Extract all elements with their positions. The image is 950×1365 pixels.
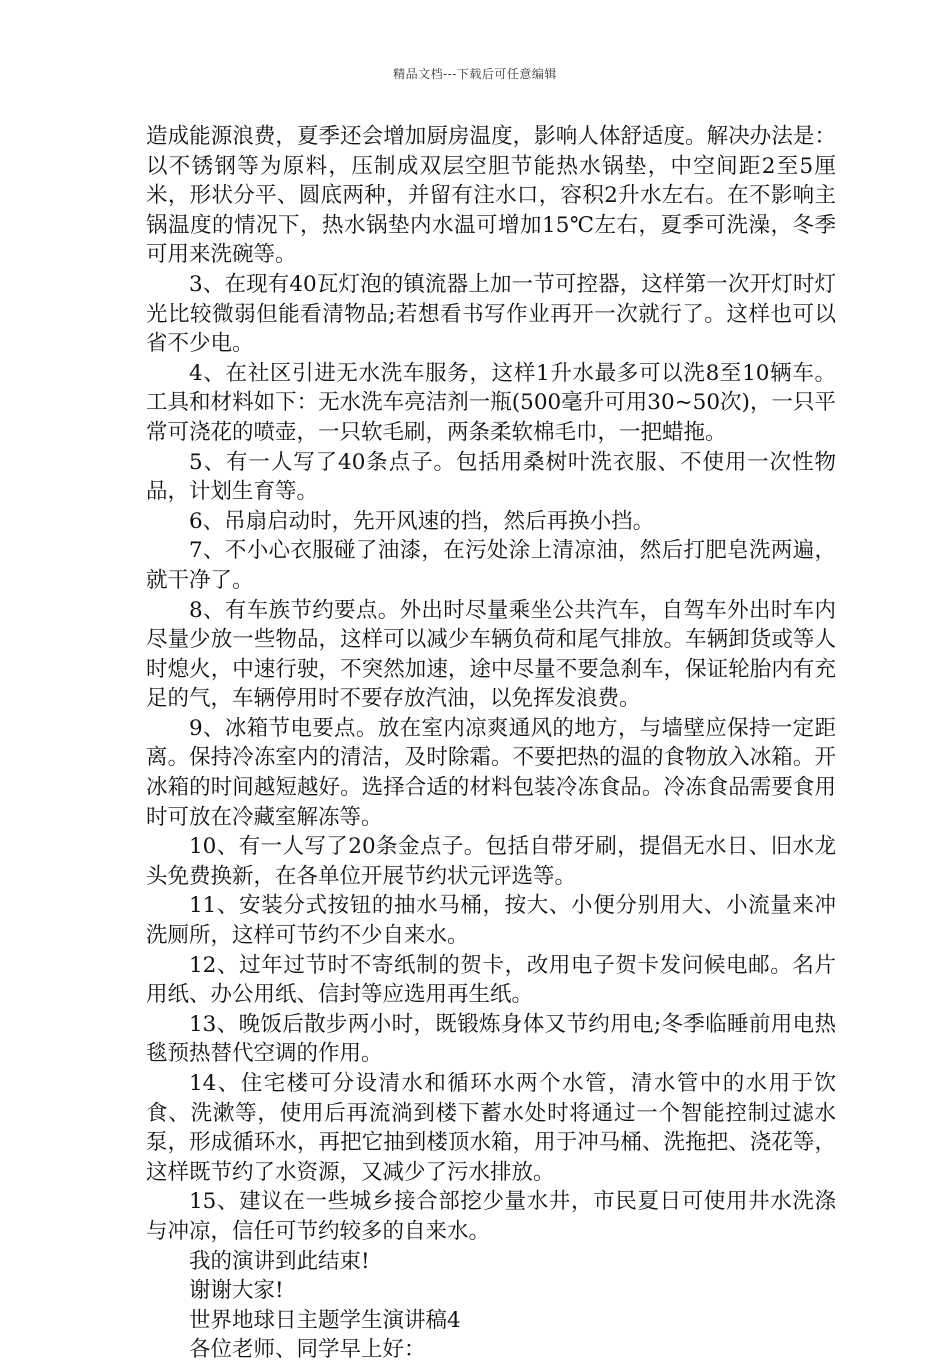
document-body — [146, 122, 836, 1365]
greeting-line: 各位老师、同学早上好： — [189, 1337, 426, 1363]
speech-title: 世界地球日主题学生演讲稿4 — [189, 1307, 461, 1333]
paragraph-item-8: 8、有车族节约要点。外出时尽量乘坐公共汽车，自驾车外出时车内尽量少放一些物品，这样可以减少车辆负荷和尾气排放。车辆卸货或等人时熄火，中速行驶，不突然加速，途中尽量不要急刹车，保证轮胎内有充足的气，车辆停用时不要存放汽油，以免挥发浪费。 — [146, 597, 836, 712]
paragraph-item-3: 3、在现有40瓦灯泡的镇流器上加一节可控器，这样第一次开灯时灯光比较微弱但能看清物品;若想看书写作业再开一次就行了。这样也可以省不少电。 — [146, 271, 836, 357]
paragraph-item-5: 5、有一人写了40条点子。包括用桑树叶洗衣服、不使用一次性物品，计划生育等。 — [146, 449, 836, 505]
paragraph-item-14: 14、住宅楼可分设清水和循环水两个水管，清水管中的水用于饮食、洗漱等，使用后再流淌到楼下蓄水处时将通过一个智能控制过滤水泵，形成循环水，再把它抽到楼顶水箱，用于冲马桶、洗拖把、浇花等，这样既节约了水资源，又减少了污水排放。 — [146, 1071, 836, 1185]
thanks-line: 谢谢大家! — [189, 1278, 284, 1304]
paragraph-item-15: 15、建议在一些城乡接合部挖少量水井，市民夏日可使用井水洗涤与冲凉，信任可节约较多的自来水。 — [146, 1189, 836, 1244]
paragraph-item-11: 11、安装分式按钮的抽水马桶，按大、小便分别用大、小流量来冲洗厕所，这样可节约不少自来水。 — [146, 893, 836, 949]
paragraph-item-10: 10、有一人写了20条金点子。包括自带牙刷，提倡无水日、旧水龙头免费换新，在各单位开展节约状元评选等。 — [146, 834, 836, 889]
closing-line: 我的演讲到此结束! — [189, 1248, 370, 1274]
paragraph-continuation: 造成能源浪费，夏季还会增加厨房温度，影响人体舒适度。解决办法是：以不锈钢等为原料，压制成双层空胆节能热水锅垫，中空间距2至5厘米，形状分平、圆底两种，并留有注水口，容积2升水左右。在不影响主锅温度的情况下，热水锅垫内水温可增加15℃左右，夏季可洗澡，冬季可用来洗碗等。 — [146, 124, 836, 268]
paragraph-item-9: 9、冰箱节电要点。放在室内凉爽通风的地方，与墙壁应保持一定距离。保持冷冻室内的清洁，及时除霜。不要把热的温的食物放入冰箱。开冰箱的时间越短越好。选择合适的材料包装冷冻食品。冷冻食品需要食用时可放在冷藏室解冻等。 — [146, 715, 836, 830]
page-header: 精品文档---下载后可任意编辑 — [393, 67, 557, 81]
paragraph-item-6: 6、吊扇启动时，先开风速的挡，然后再换小挡。 — [189, 508, 655, 534]
paragraph-item-4: 4、在社区引进无水洗车服务，这样1升水最多可以洗8至10辆车。工具和材料如下：无水洗车亮洁剂一瓶(500毫升可用30~50次)，一只平常可浇花的喷壶，一只软毛刷，两条柔软棉毛巾，一把蜡拖。 — [146, 360, 836, 445]
paragraph-item-12: 12、过年过节时不寄纸制的贺卡，改用电子贺卡发问候电邮。名片用纸、办公用纸、信封等应选用再生纸。 — [146, 952, 836, 1008]
paragraph-item-13: 13、晚饭后散步两小时，既锻炼身体又节约用电;冬季临睡前用电热毯预热替代空调的作用。 — [146, 1011, 836, 1067]
paragraph-item-7: 7、不小心衣服碰了油漆，在污处涂上清凉油，然后打肥皂洗两遍，就干净了。 — [146, 538, 836, 593]
